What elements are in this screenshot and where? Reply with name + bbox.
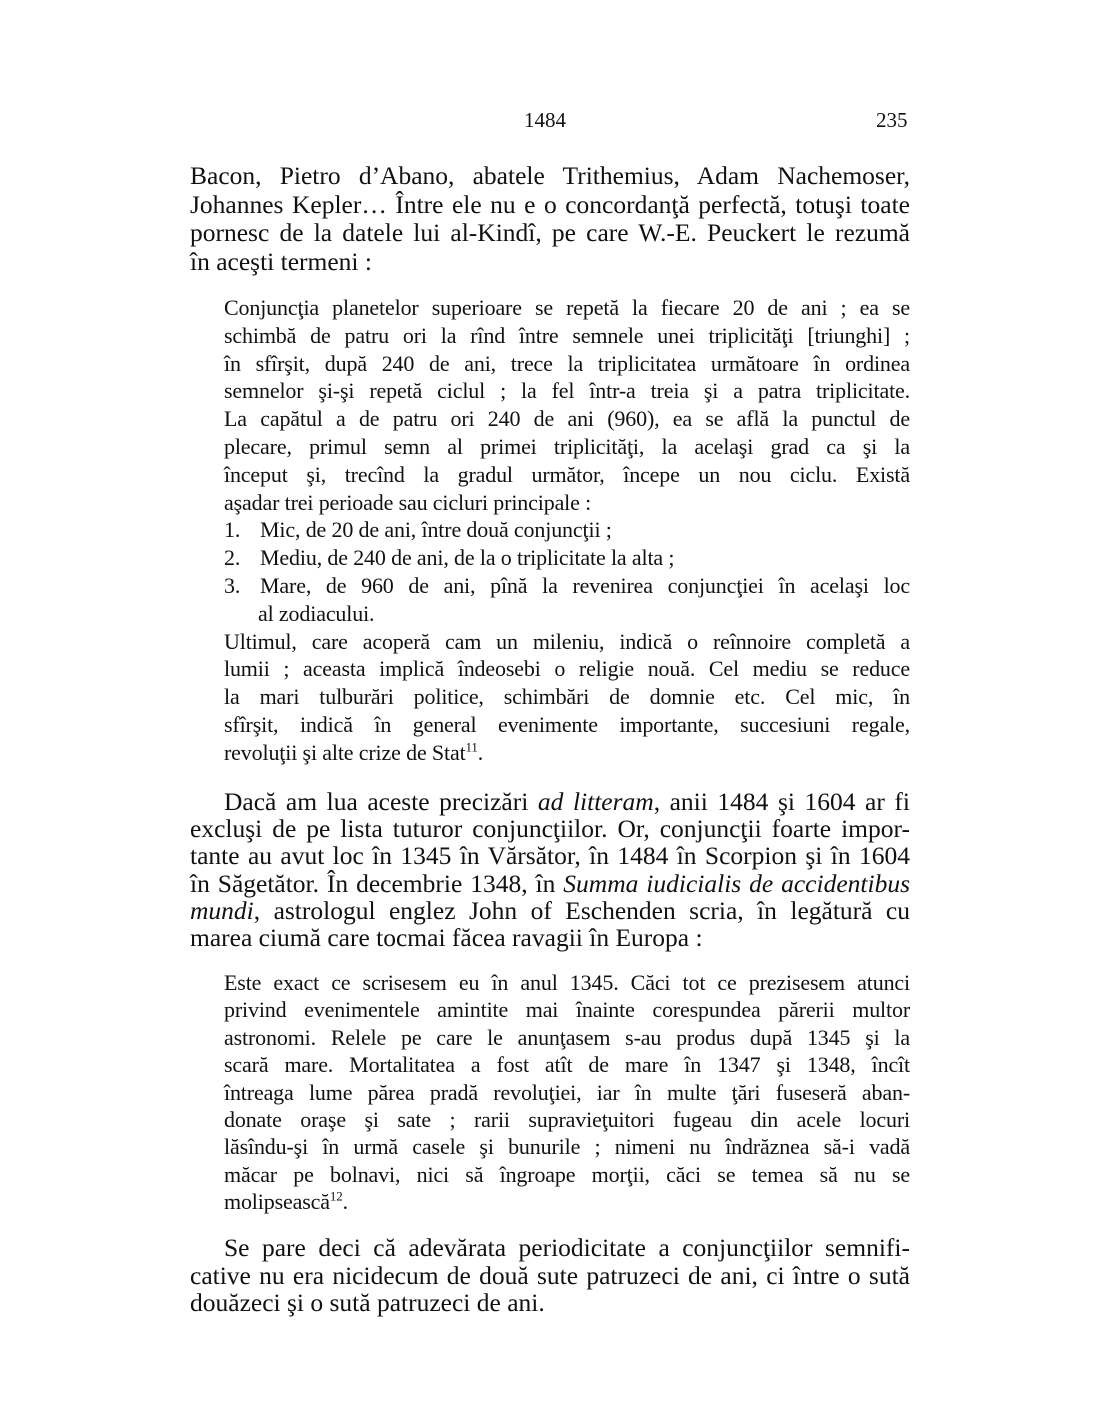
text-line: douăzeci şi o sută patruzeci de ani. — [190, 1288, 545, 1317]
text: molipsească — [224, 1189, 330, 1215]
text-line: donate oraşe şi sate ; rarii supravieţuitori fugeau din acele locuri — [224, 1107, 910, 1133]
text-line: molipsească$^{12}$. — [224, 1188, 348, 1215]
list-text: Mare, de 960 de ani, pînă la revenirea conjuncţiei în acelaşi loc — [260, 572, 910, 598]
text-line: sfîrşit, indică în general evenimente importante, succesiuni regale, — [224, 711, 910, 737]
list-number: 3. — [224, 572, 241, 598]
text-line: Este exact ce scrisesem eu în anul 1345. Căci tot ce prezisesem atunci — [224, 970, 910, 995]
text-line: aşadar trei perioade sau cicluri principale : — [224, 489, 592, 515]
text-line — [190, 897, 910, 924]
list-text: Mic, de 20 de ani, între două conjuncţii ; — [260, 517, 612, 543]
text-line: întreaga lume părea pradă revoluţiei, iar în multe ţări fuseseră aban- — [224, 1079, 910, 1105]
text-line: privind evenimentele amintite mai înainte corespundea părerii multor — [224, 997, 910, 1023]
text: Dacă am lua aceste precizări — [224, 787, 538, 816]
text-line: la mari tulburări politice, schimbări de domnie etc. Cel mic, în — [224, 684, 910, 710]
list-item-continuation: al zodiacului. — [258, 600, 375, 626]
text-line: Conjuncţia planetelor superioare se repetă la fiecare 20 de ani ; ea se — [224, 295, 910, 320]
italic-text: ad litteram — [537, 787, 654, 816]
text-line: revoluţii şi alte crize de Stat$^{11}$. — [224, 739, 484, 765]
text-line: lumii ; aceasta implică îndeosebi o religie nouă. Cel mediu se reduce — [224, 656, 910, 682]
text: , astrologul englez John of Eschenden scria, în legătură cu — [253, 895, 910, 925]
list-item — [224, 544, 910, 572]
text-line: marea ciumă care tocmai făcea ravagii în Europa : — [190, 923, 703, 953]
block-quote-2 — [224, 969, 910, 1216]
paragraph-1 — [190, 162, 910, 276]
text-line: semnelor şi-şi repetă ciclul ; la fel într-a treia şi a patra triplicitate. — [224, 378, 910, 404]
text-line: lăsîndu-şi în urmă casele şi bunurile ; nimeni nu îndrăznea să-i vadă — [224, 1134, 910, 1160]
text-line: Johannes Kepler… Între ele nu e o concordanţă perfectă, totuşi toate — [190, 189, 910, 219]
block-quote-1 — [224, 294, 910, 767]
text-line: Ultimul, care acoperă cam un mileniu, indică o reînnoire completă a — [224, 628, 910, 654]
running-title: 1484 — [524, 108, 566, 132]
footnote-ref: 11 — [465, 739, 478, 755]
text-line: măcar pe bolnavi, nici să îngroape morţii, căci se temea să nu se — [224, 1161, 910, 1187]
text: , anii 1484 şi 1604 ar fi — [653, 787, 910, 816]
text-line: în aceşti termeni : — [190, 246, 372, 276]
text-line: Se pare deci că adevărata periodicitate a conjuncţiilor semnifi- — [224, 1233, 910, 1262]
text-line: scară mare. Mortalitatea a fost atît de mare în 1347 şi 1348, încît — [224, 1052, 910, 1078]
text-line: excluşi de pe lista tuturor conjuncţiilor. Or, conjuncţii foarte impor- — [190, 814, 910, 844]
text-line — [190, 870, 910, 897]
text-line: în sfîrşit, după 240 de ani, trece la triplicitatea următoare în ordinea — [224, 350, 910, 376]
list-number: 2. — [224, 545, 241, 571]
text: revoluţii şi alte crize de Stat — [224, 739, 466, 765]
text-line: pornesc de la datele lui al-Kindî, pe care W.-E. Peuckert le rezumă — [190, 218, 910, 247]
page-number: 235 — [876, 108, 908, 132]
list-item — [224, 572, 910, 600]
italic-text: Summa iudicialis de accidentibus — [563, 868, 910, 898]
list-text: Mediu, de 240 de ani, de la o triplicitate la alta ; — [260, 545, 675, 571]
italic-text: mundi — [190, 895, 254, 925]
text-line: astronomi. Relele pe care le anunţasem s-au produs după 1345 şi la — [224, 1024, 910, 1050]
text-line: tante au avut loc în 1345 în Vărsător, în 1484 în Scorpion şi în 1604 — [190, 841, 910, 871]
text-line: La capătul a de patru ori 240 de ani (960), ea se află la punctul de — [224, 406, 910, 432]
text-line: Bacon, Pietro d’Abano, abatele Trithemius, Adam Nachemoser, — [190, 161, 910, 190]
text-line: schimbă de patru ori la rînd între semnele unei triplicităţi [triunghi] ; — [224, 322, 910, 348]
text-line: început şi, trecînd la gradul următor, începe un nou ciclu. Există — [224, 461, 910, 487]
text-line — [190, 788, 910, 815]
text-line: cative nu era nicidecum de două sute patruzeci de ani, ci între o sută — [190, 1260, 910, 1290]
paragraph-2 — [190, 788, 910, 951]
text: în Săgetător. În decembrie 1348, în — [190, 868, 564, 898]
list-number: 1. — [224, 517, 241, 543]
list-item — [224, 516, 910, 544]
footnote-ref: 12 — [329, 1188, 343, 1204]
paragraph-3 — [190, 1234, 910, 1317]
text-line: plecare, primul semn al primei triplicităţi, la acelaşi grad ca şi la — [224, 433, 910, 459]
